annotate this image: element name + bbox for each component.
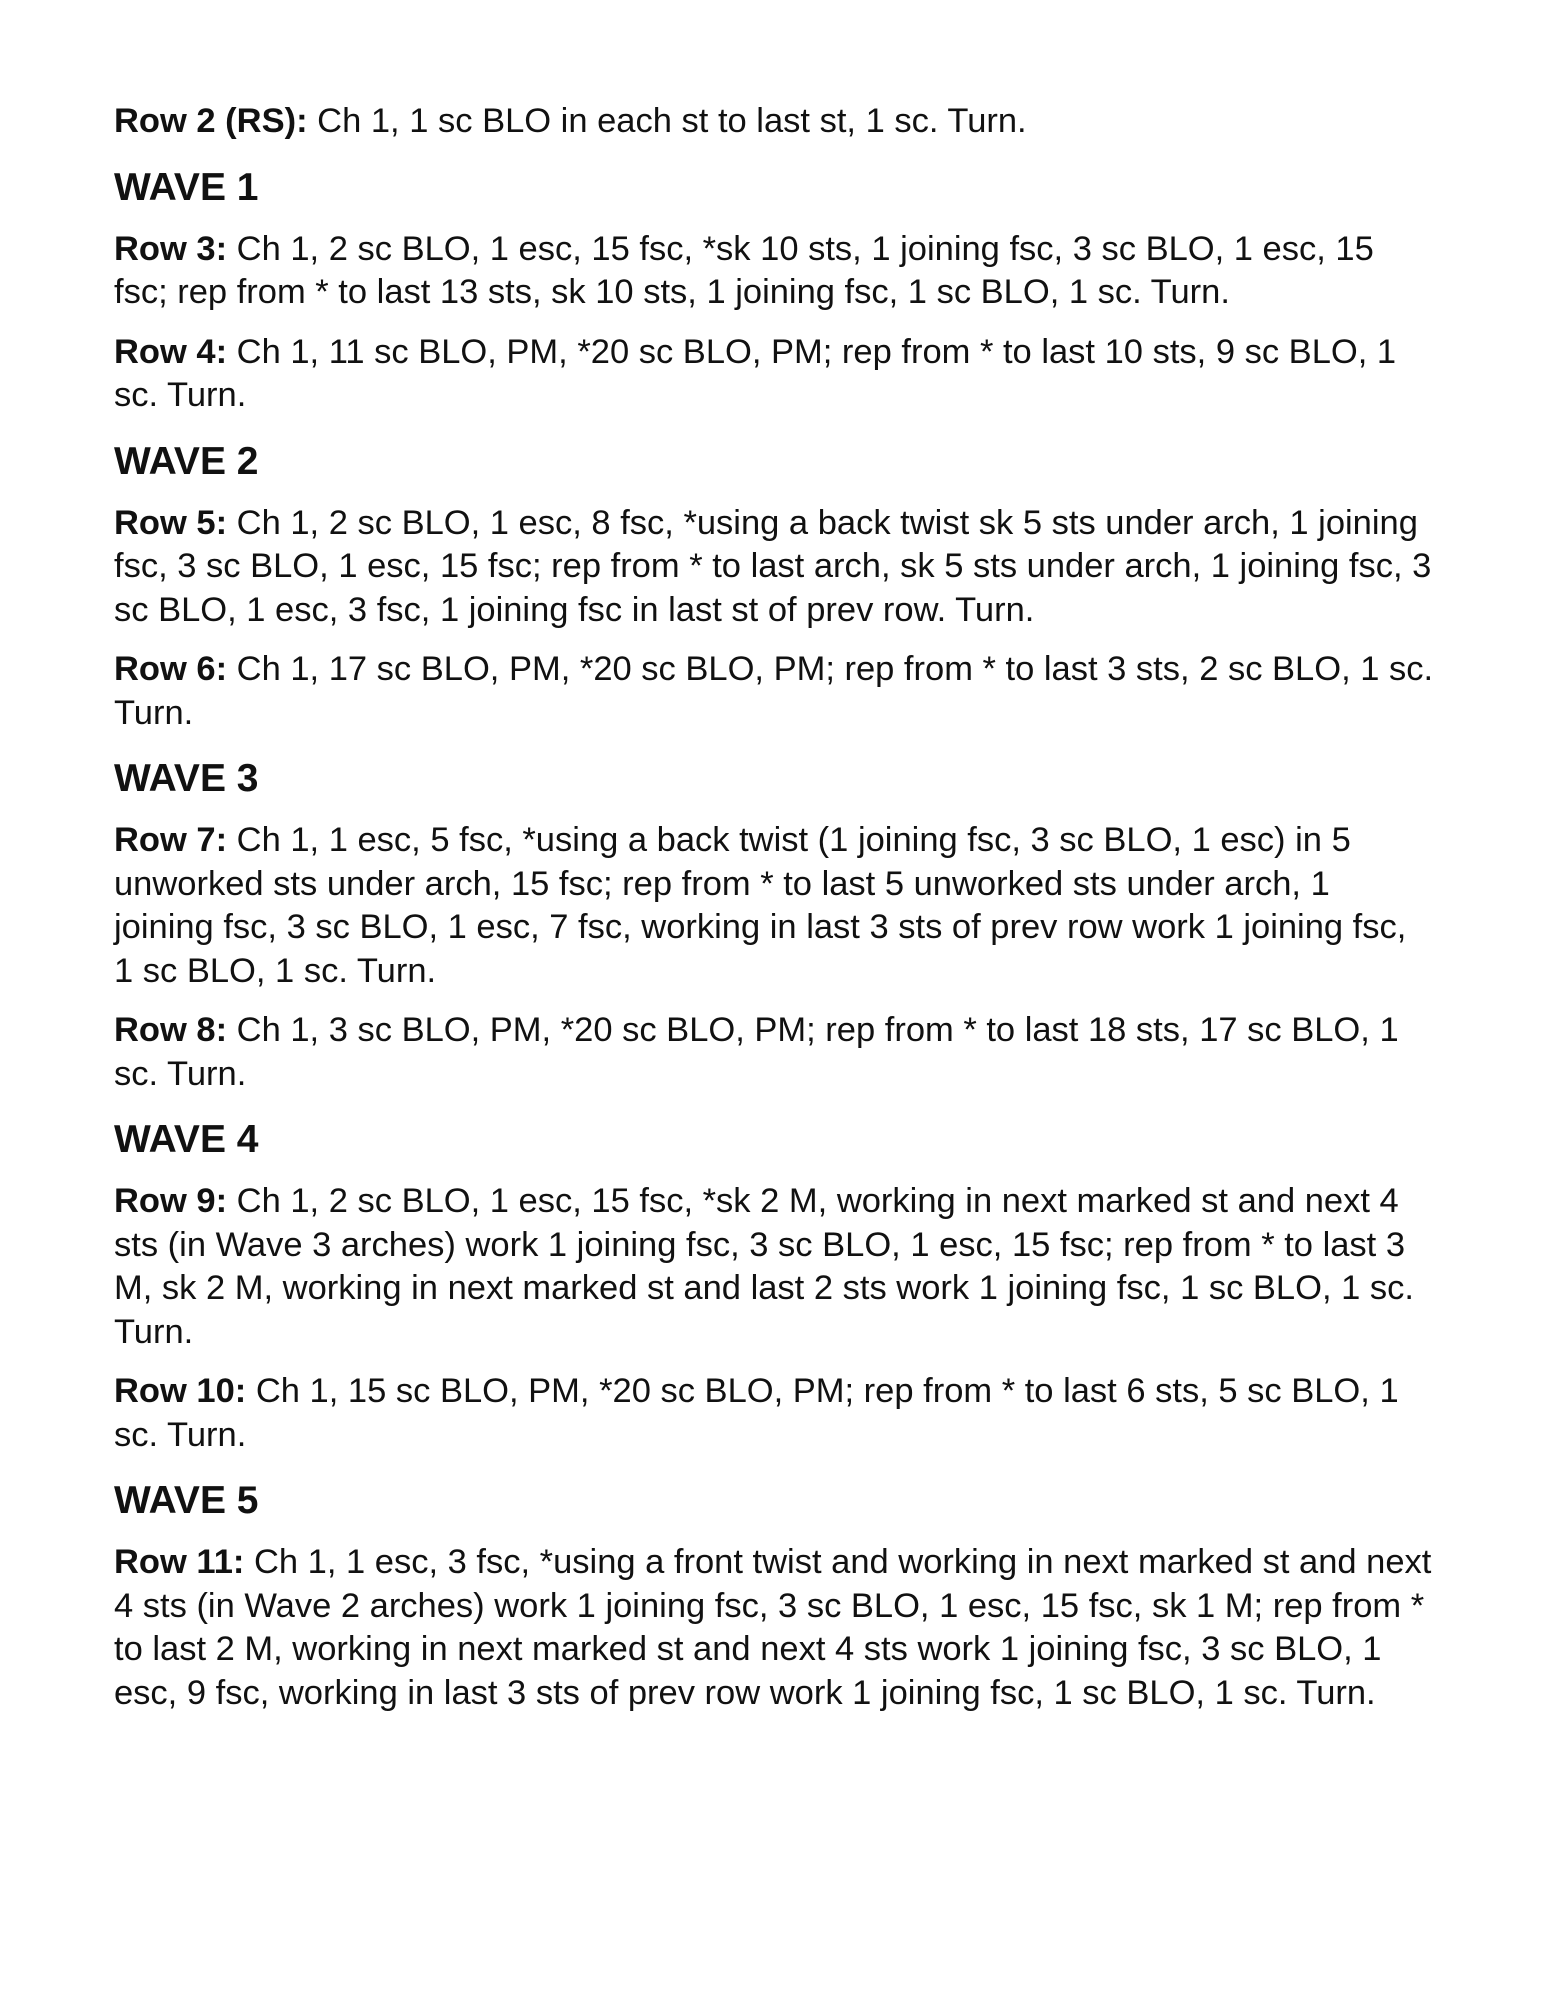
row-5-paragraph [114,502,1434,633]
row-3-paragraph [114,228,1434,315]
row-instructions: Ch 1, 1 sc BLO in each st to last st, 1 sc. Turn. [307,102,1027,140]
row-label: Row 7: [114,821,228,859]
row-label: Row 8: [114,1011,228,1049]
row-instructions: Ch 1, 1 esc, 3 fsc, *using a front twist and working in next marked st and next 4 sts (in Wave 2 arches) work 1 joining fsc, 3 sc BLO, 1 esc, 15 fsc, sk 1 M; rep from * to last 2 M, working in next marked st and next 4 sts work 1 joining fsc, 3 sc BLO, 1 esc, 9 fsc, working in last 3 sts of prev row work 1 joining fsc, 1 sc BLO, 1 sc. Turn. [114,1543,1432,1712]
wave-4-heading: WAVE 4 [114,1118,259,1161]
row-label: Row 3: [114,229,228,268]
row-instructions: Ch 1, 15 sc BLO, PM, *20 sc BLO, PM; rep from * to last 6 sts, 5 sc BLO, 1 sc. Turn. [114,1372,1399,1454]
row-6-paragraph [114,648,1434,735]
row-label: Row 6: [114,650,228,688]
row-label: Row 2 (RS): [114,102,308,140]
wave-2-heading: WAVE 2 [114,439,259,483]
row-9-paragraph [114,1180,1434,1354]
row-instructions: Ch 1, 1 esc, 5 fsc, *using a back twist (1 joining fsc, 3 sc BLO, 1 esc) in 5 unworked sts under arch, 15 fsc; rep from * to last 5 unworked sts under arch, 1 joining fsc, 3 sc BLO, 1 esc, 7 fsc, working in last 3 sts of prev row work 1 joining fsc, 1 sc BLO, 1 sc. Turn. [114,821,1407,990]
row-instructions: Ch 1, 11 sc BLO, PM, *20 sc BLO, PM; rep from * to last 10 sts, 9 sc BLO, 1 sc. Turn. [114,332,1397,414]
row-label: Row 10: [114,1372,247,1410]
wave-1-heading: WAVE 1 [114,165,259,209]
row-10-paragraph [114,1370,1434,1457]
row-11-paragraph [114,1541,1434,1715]
wave-5-heading: WAVE 5 [114,1479,259,1522]
row-instructions: Ch 1, 3 sc BLO, PM, *20 sc BLO, PM; rep from * to last 18 sts, 17 sc BLO, 1 sc. Turn. [114,1011,1399,1093]
row-instructions: Ch 1, 2 sc BLO, 1 esc, 15 fsc, *sk 10 sts, 1 joining fsc, 3 sc BLO, 1 esc, 15 fsc; rep from * to last 13 sts, sk 10 sts, 1 joining fsc, 1 sc BLO, 1 sc. Turn. [114,229,1374,311]
row-label: Row 4: [114,332,228,371]
row-label: Row 11: [114,1543,245,1581]
row-4-paragraph [114,331,1434,418]
row-instructions: Ch 1, 17 sc BLO, PM, *20 sc BLO, PM; rep from * to last 3 sts, 2 sc BLO, 1 sc. Turn. [114,650,1434,732]
wave-3-heading: WAVE 3 [114,757,259,800]
row-instructions: Ch 1, 2 sc BLO, 1 esc, 8 fsc, *using a back twist sk 5 sts under arch, 1 joining fsc, 3 sc BLO, 1 esc, 15 fsc; rep from * to last arch, sk 5 sts under arch, 1 joining fsc, 3 sc BLO, 1 esc, 3 fsc, 1 joining fsc in last st of prev row. Turn. [114,503,1432,629]
row-label: Row 9: [114,1182,228,1220]
row-instructions: Ch 1, 2 sc BLO, 1 esc, 15 fsc, *sk 2 M, working in next marked st and next 4 sts (in Wave 3 arches) work 1 joining fsc, 3 sc BLO, 1 esc, 15 fsc; rep from * to last 3 M, sk 2 M, working in next marked st and last 2 sts work 1 joining fsc, 1 sc BLO, 1 sc. Turn. [114,1182,1414,1351]
pattern-page [114,100,1434,1731]
row-8-paragraph [114,1009,1434,1096]
row-label: Row 5: [114,503,228,542]
row-7-paragraph [114,819,1434,993]
row-2-paragraph [114,100,1434,144]
